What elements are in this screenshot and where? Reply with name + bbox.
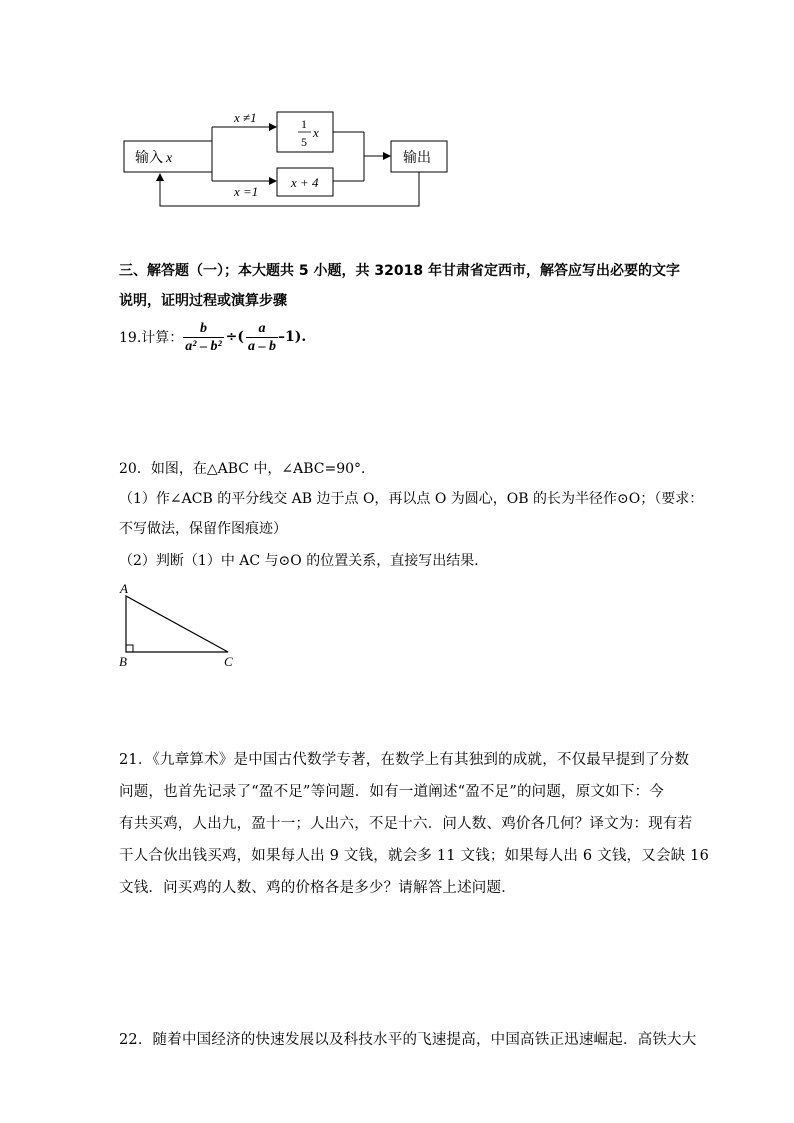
q21-line4: 干人合伙出钱买鸡，如果每人出 9 文钱，就会多 11 文钱；如果每人出 6 文钱，又会缺 16	[119, 848, 710, 864]
condition-bottom: x =1	[234, 184, 259, 199]
top-frac-num: 1	[301, 117, 307, 131]
q21-line3: 有共买鸡，人出九，盈十一；人出六，不足十六．问人数、鸡价各几何？译文为：现有若	[119, 816, 693, 832]
vertex-c: C	[224, 654, 233, 669]
q20-line2: （1）作∠ACB 的平分线交 AB 边于点 O，再以点 O 为圆心，OB 的长为半径作⊙O；（要求：	[119, 491, 704, 507]
q20-line1: 20．如图，在△ABC 中，∠ABC=90°．	[119, 461, 376, 477]
q21-line1: 21．《九章算术》是中国古代数学专著，在数学上有其独到的成就，不仅最早提到了分数	[119, 752, 690, 768]
q19-frac1-den: a² – b²	[185, 338, 222, 354]
input-var: x	[166, 151, 173, 166]
q20-line4: （2）判断（1）中 AC 与⊙O 的位置关系，直接写出结果．	[119, 553, 489, 569]
top-frac-den: 5	[301, 135, 307, 149]
q19-fraction-2	[246, 321, 278, 354]
input-label: 输入	[135, 150, 163, 166]
triangle-figure	[114, 580, 244, 670]
vertex-b: B	[119, 654, 127, 669]
q19-label: 19.计算：	[119, 330, 184, 346]
q21-line2: 问题，也首先记录了“盈不足”等问题．如有一道阐述“盈不足”的问题，原文如下：今	[119, 784, 664, 800]
q22-line1: 22．随着中国经济的快速发展以及科技水平的飞速提高，中国高铁正迅速崛起．高铁大大	[119, 1032, 697, 1048]
q19-frac1-num: b	[183, 321, 223, 338]
q21-line5: 文钱．问买鸡的人数、鸡的价格各是多少？请解答上述问题．	[119, 880, 516, 896]
question-19	[119, 318, 306, 356]
condition-top: x ≠1	[234, 110, 257, 125]
bottom-expression: x + 4	[291, 175, 319, 190]
right-angle-mark	[126, 645, 133, 652]
q19-frac2-num: a	[246, 321, 278, 338]
q19-frac2-den: a – b	[248, 338, 277, 354]
section-title-line1: 三、解答题（一）；本大题共 5 小题，共 32018 年甘肃省定西市，解答应写出必要的文字	[119, 263, 680, 279]
vertex-a: A	[120, 581, 128, 596]
q20-line3: 不写做法，保留作图痕迹）	[119, 521, 287, 537]
output-label: 输出	[403, 150, 431, 166]
flowchart	[118, 108, 458, 212]
q19-fraction-1	[183, 321, 223, 354]
section-title-line2: 说明，证明过程或演算步骤	[119, 293, 287, 309]
q19-divide: ÷(	[225, 329, 245, 345]
q19-tail: –1).	[278, 329, 307, 345]
triangle-abc	[126, 596, 228, 652]
top-frac-var: x	[313, 125, 319, 140]
